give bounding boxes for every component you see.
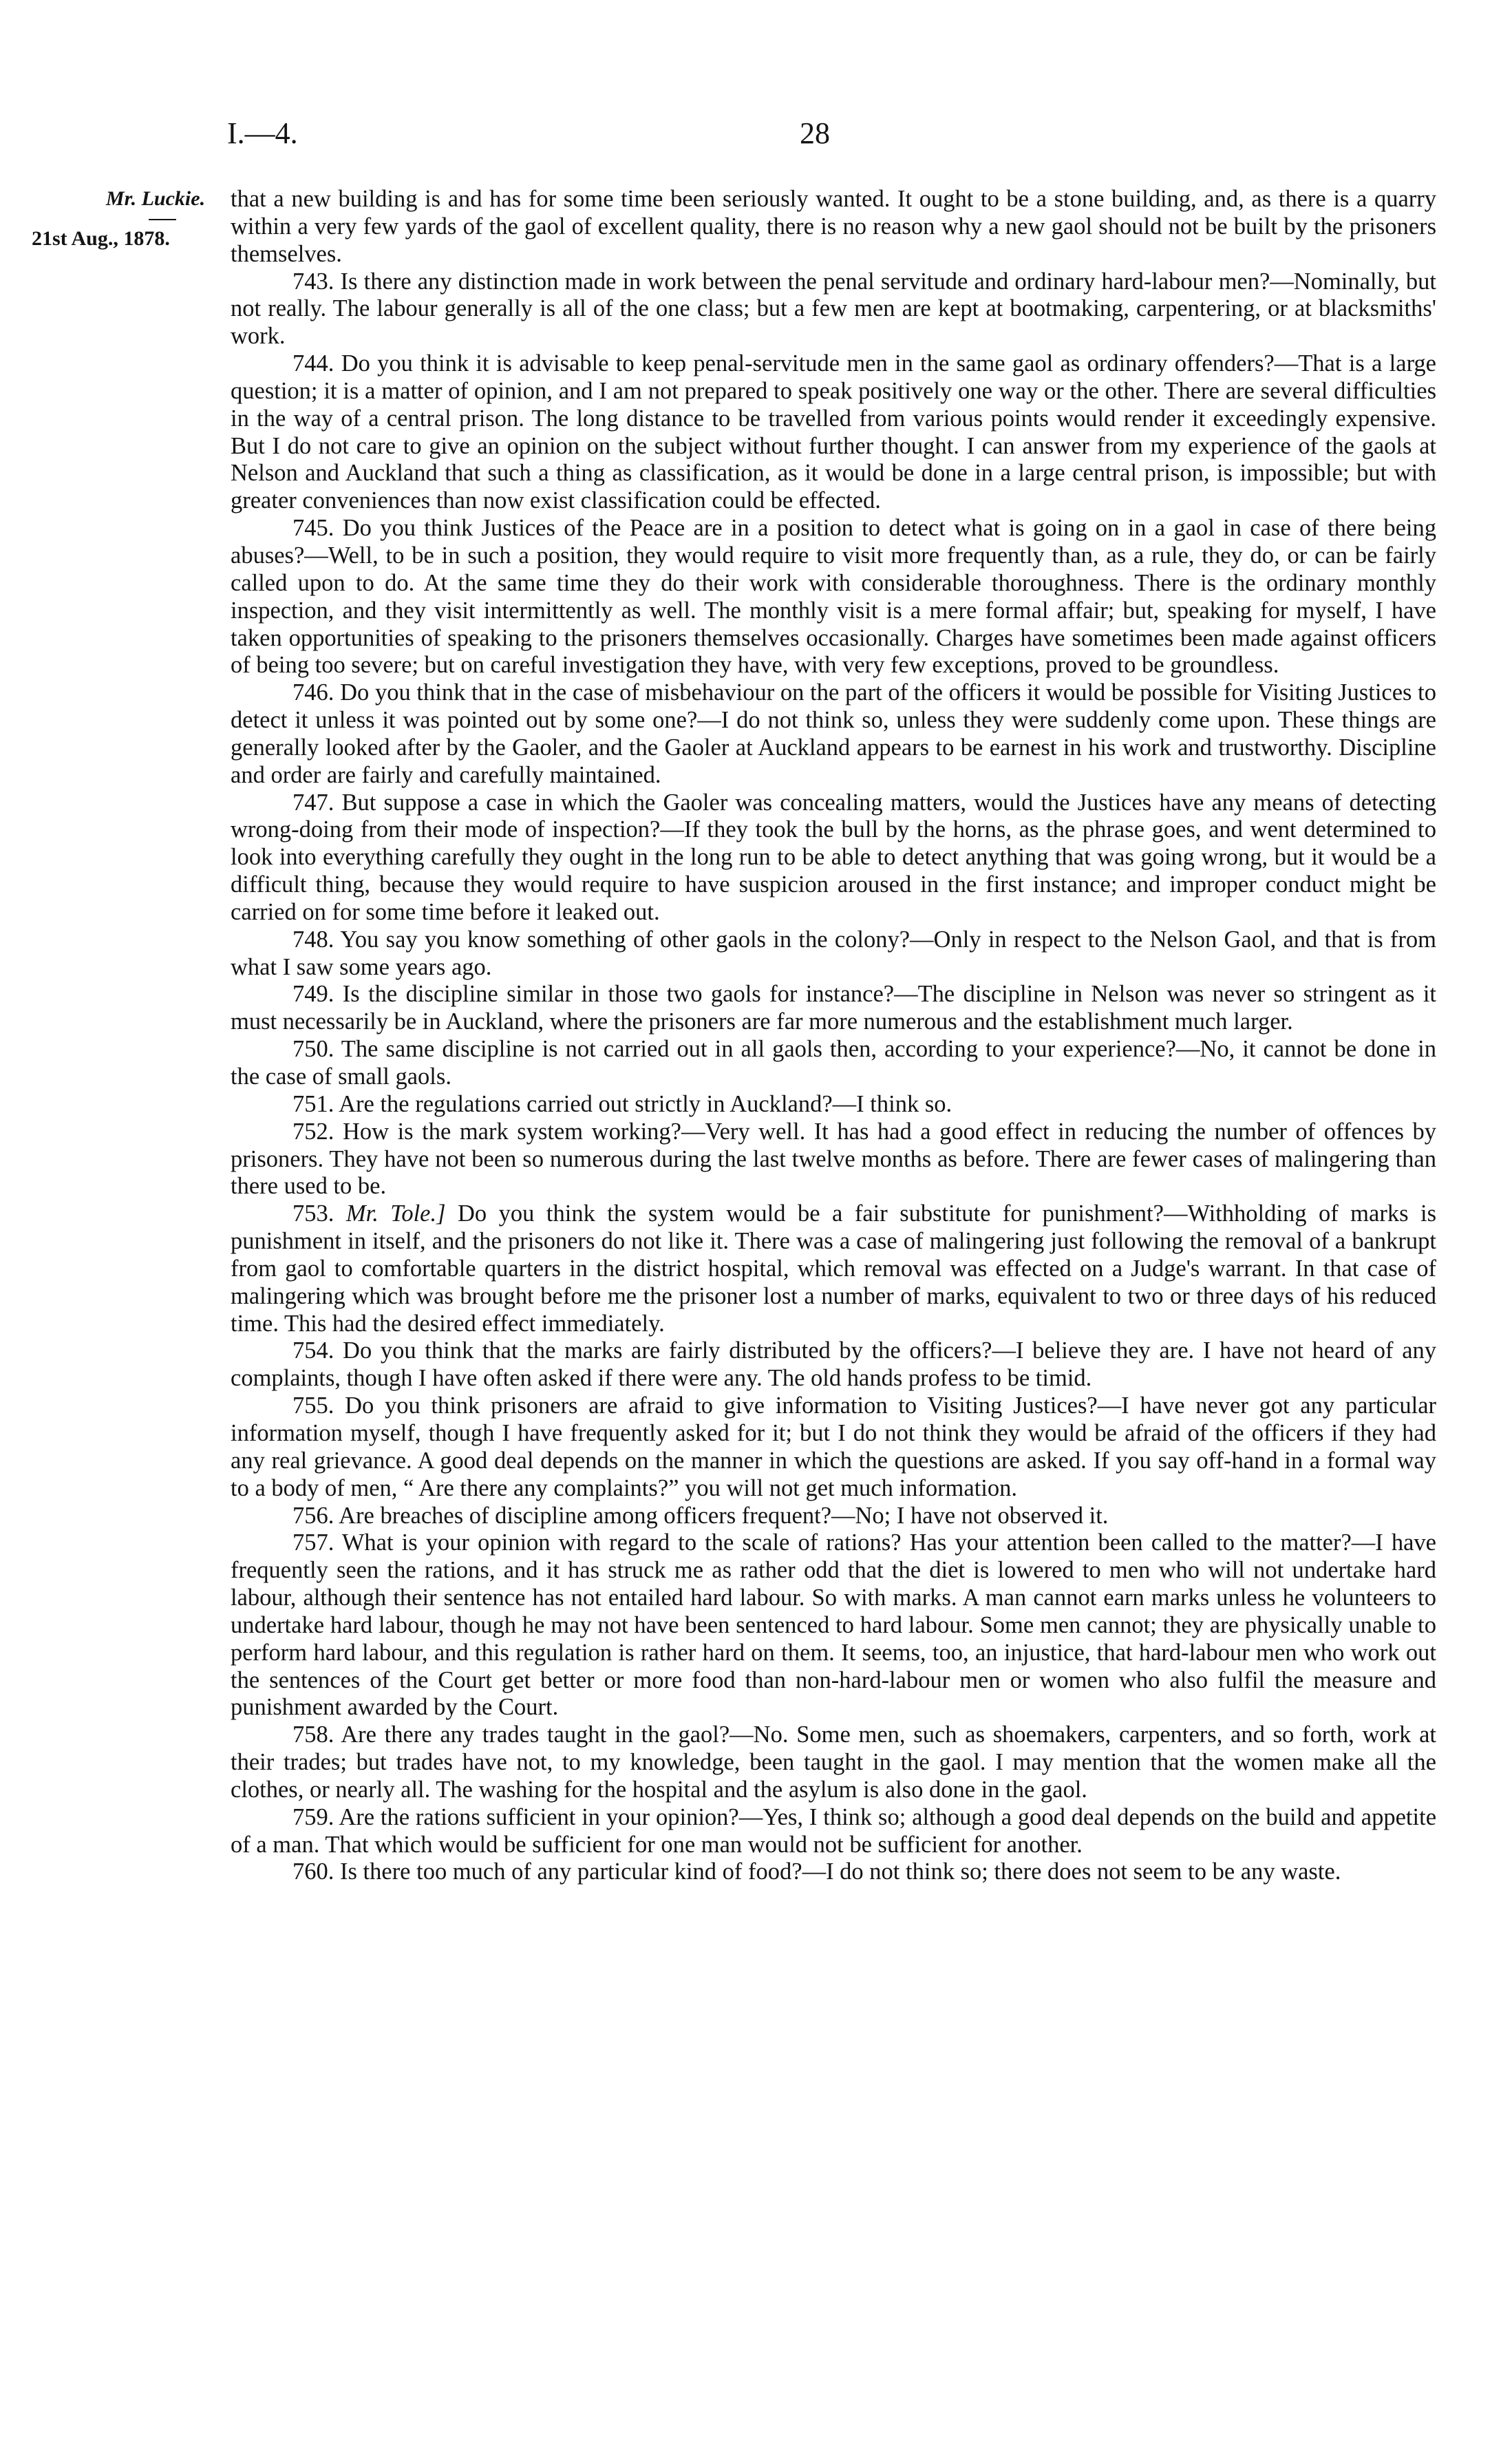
question-number: 748.: [292, 926, 334, 953]
question-text: Do you think that in the case of misbehaviour on the part of the officers it would be possible for Visiting Justices to detect it unless it was pointed out by some one?—I do not think so, unless they were suddenly come upon. These things are generally looked after by the Gaoler, and the Gaoler at Auckland appears to be earnest in his work and trustworthy. Discipline and order are fairly and carefully maintained.: [231, 679, 1437, 788]
evidence-text: [231, 186, 1436, 1886]
margin-note: [32, 187, 238, 250]
question-757: [231, 1529, 1436, 1722]
question-text: Do you think prisoners are afraid to give information to Visiting Justices?—I have never got any particular information myself, though I have frequently asked for it; but I do not think they would be afraid of the officers if they had any real grievance. A good deal depends on the manner in which the questions are asked. If you say off-hand in a formal way to a body of men, “ Are there any complaints?” you will not get much information.: [231, 1392, 1436, 1501]
question-text: Is the discipline similar in those two gaols for instance?—The discipline in Nelson was never so stringent as it must necessarily be in Auckland, where the prisoners are far more numerous and the establishment much larger.: [231, 981, 1436, 1035]
question-754: [231, 1337, 1436, 1392]
question-number: 755.: [292, 1392, 334, 1419]
question-number: 759.: [292, 1803, 334, 1830]
question-number: 744.: [292, 350, 334, 377]
question-number: 747.: [292, 789, 334, 816]
question-number: 743.: [292, 268, 334, 295]
question-number: 754.: [292, 1337, 334, 1364]
question-749: [231, 981, 1436, 1036]
question-number: 745.: [292, 515, 334, 542]
question-756: [231, 1503, 1436, 1530]
question-number: 757.: [292, 1529, 334, 1556]
question-text: The same discipline is not carried out in all gaols then, according to your experience?—No, it cannot be done in the case of small gaols.: [231, 1036, 1436, 1090]
question-755: [231, 1392, 1436, 1502]
question-text: Is there too much of any particular kind of food?—I do not think so; there does not seem to be any waste.: [340, 1858, 1341, 1885]
question-text: Are the regulations carried out strictly in Auckland?—I think so.: [339, 1090, 952, 1117]
page-header: [0, 116, 1512, 157]
question-number: 750.: [292, 1036, 334, 1063]
question-750: [231, 1036, 1436, 1091]
margin-divider: [149, 219, 176, 220]
question-743: [231, 268, 1436, 351]
question-759: [231, 1804, 1436, 1859]
question-number: 752.: [292, 1118, 334, 1145]
witness-name: Mr. Luckie.: [105, 187, 206, 210]
question-text: But suppose a case in which the Gaoler was concealing matters, would the Justices have any means of detecting wrong-doing from their mode of inspection?—If they took the bull by the horns, as the phrase goes, and went determined to look into everything carefully they ought in the long run to be able to detect anything that was going wrong, but it would be a difficult thing, because they would require to have suspicion aroused in the first instance; and improper conduct might be carried on for some time before it leaked out.: [231, 789, 1437, 925]
question-number: 760.: [292, 1858, 334, 1885]
question-number: 751.: [292, 1090, 334, 1117]
question-text: How is the mark system working?—Very well. It has had a good effect in reducing the number of offences by prisoners. They have not been so numerous during the last twelve months as before. There are fewer cases of malingering than there used to be.: [231, 1118, 1436, 1200]
question-746: [231, 679, 1436, 789]
page-number: 28: [800, 116, 830, 150]
opening-paragraph: that a new building is and has for some time been seriously wanted. It ought to be a stone building, and, as there is a quarry within a very few yards of the gaol of excellent quality, there is no reason why a new gaol should not be built by the prisoners themselves.: [231, 186, 1436, 267]
speaker-name: Mr. Tole.]: [345, 1200, 446, 1227]
question-758: [231, 1722, 1436, 1804]
question-760: [231, 1858, 1436, 1886]
question-751: [231, 1091, 1436, 1119]
question-text: Do you think the system would be a fair substitute for punishment?—Withholding of marks is punishment in itself, and the prisoners do not like it. There was a case of malingering just following the removal of a bankrupt from gaol to comfortable quarters in the district hospital, which removal was effected on a Judge's warrant. In that case of malingering which was brought before me the prisoner lost a number of marks, equivalent to two or three days of his reduced time. This had the desired effect immediately.: [231, 1200, 1436, 1337]
question-text: Are the rations sufficient in your opinion?—Yes, I think so; although a good deal depends on the build and appetite of a man. That which would be sufficient for one man would not be sufficient for another.: [231, 1803, 1437, 1858]
question-752: [231, 1119, 1436, 1201]
question-text: Are breaches of discipline among officers frequent?—No; I have not observed it.: [339, 1502, 1109, 1529]
question-753: [231, 1200, 1436, 1337]
question-text: You say you know something of other gaols in the colony?—Only in respect to the Nelson Gaol, and that is from what I saw some years ago.: [231, 926, 1436, 980]
question-744: [231, 350, 1436, 515]
question-text: Are there any trades taught in the gaol?—No. Some men, such as shoemakers, carpenters, and so forth, work at their trades; but trades have not, to my knowledge, been taught in the gaol. I may mention that the women make all the clothes, or nearly all. The washing for the hospital and the asylum is also done in the gaol.: [231, 1722, 1436, 1803]
evidence-date: 21st Aug., 1878.: [32, 226, 170, 250]
question-747: [231, 790, 1436, 926]
question-number: 756.: [292, 1502, 334, 1529]
question-number: 746.: [292, 679, 334, 706]
question-number: 753.: [292, 1200, 334, 1227]
question-text: Do you think it is advisable to keep penal-servitude men in the same gaol as ordinary offenders?—That is a large question; it is a matter of opinion, and I am not prepared to speak positively one way or the other. There are several difficulties in the way of a central prison. The long distance to be travelled from various points would render it exceedingly expensive. But I do not care to give an opinion on the subject without further thought. I can answer from my experience of the gaols at Nelson and Auckland that such a thing as classification, as it would be done in a large central prison, is impossible; but with greater conveniences than now exist classification could be effected.: [231, 350, 1436, 514]
question-748: [231, 926, 1436, 982]
question-text: What is your opinion with regard to the scale of rations? Has your attention been called to the matter?—I have frequently seen the rations, and it has struck me as rather odd that the diet is lowered to men who will not undertake hard labour, although their sentence has not entailed hard labour. So with marks. A man cannot earn marks unless he volunteers to undertake hard labour, though he may not have been sentenced to hard labour. Some men cannot; they are physically unable to perform hard labour, and this regulation is rather hard on them. It seems, too, an injustice, that hard-labour men who work out the sentences of the Court get better or more food than non-hard-labour men or women who also fulfil the measure and punishment awarded by the Court.: [231, 1529, 1436, 1721]
question-number: 758.: [292, 1722, 334, 1748]
question-text: Is there any distinction made in work between the penal servitude and ordinary hard-labour men?—Nominally, but not really. The labour generally is all of the one class; but a few men are kept at bootmaking, carpentering, or at blacksmiths' work.: [231, 268, 1436, 350]
question-text: Do you think that the marks are fairly distributed by the officers?—I believe they are. I have not heard of any complaints, though I have often asked if there were any. The old hands profess to be timid.: [231, 1337, 1437, 1392]
question-text: Do you think Justices of the Peace are in a position to detect what is going on in a gaol in case of there being abuses?—Well, to be in such a position, they would require to visit more frequently than, as a rule, they do, or can be fairly called upon to do. At the same time they do their work with considerable thoroughness. There is the ordinary monthly inspection, and they visit intermittently as well. The monthly visit is a mere formal affair; but, speaking for myself, I have taken opportunities of speaking to the prisoners themselves occasionally. Charges have sometimes been made against officers of being too severe; but on careful investigation they have, with very few exceptions, proved to be groundless.: [231, 515, 1437, 679]
question-745: [231, 515, 1436, 679]
question-number: 749.: [292, 981, 334, 1008]
document-reference: I.—4.: [227, 116, 298, 150]
